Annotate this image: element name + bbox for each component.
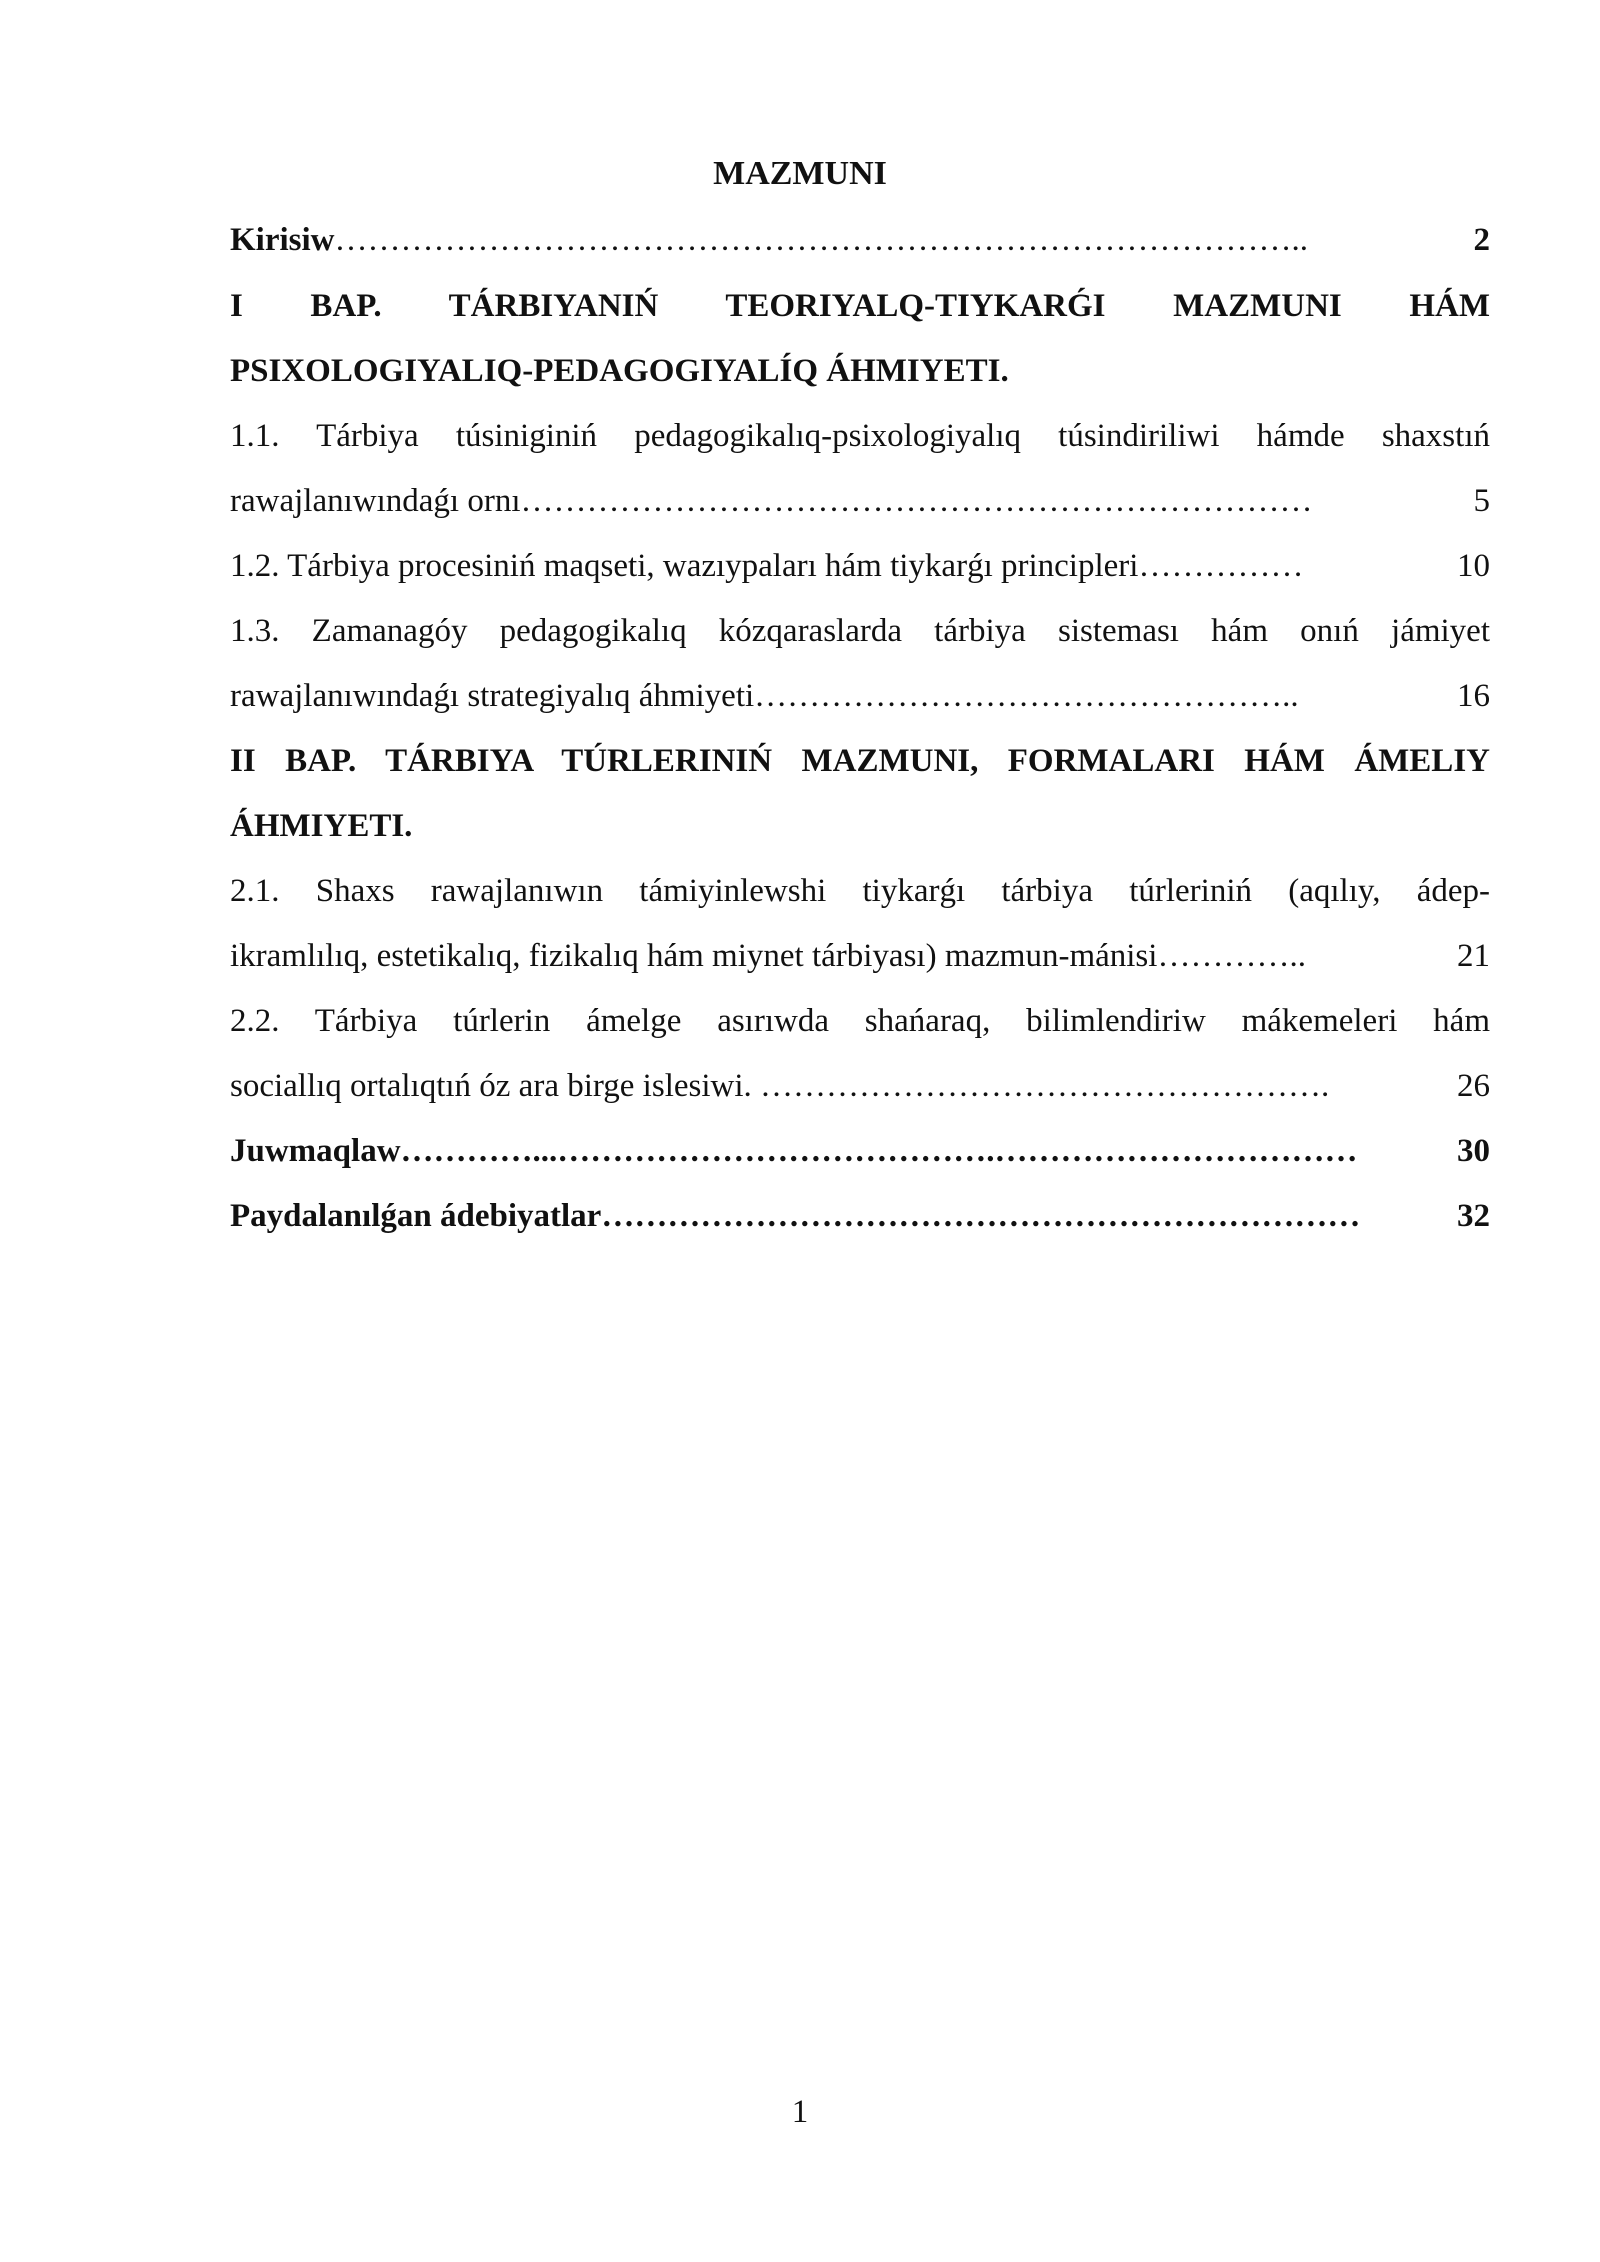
page-number-footer: 1	[791, 2094, 809, 2130]
toc-entry-text: ikramlılıq, estetikalıq, fizikalıq hám miynet tárbiyası) mazmun-mánisi	[230, 938, 1158, 974]
toc-leader-dots: …………...………………………………….……………………………	[400, 1133, 1358, 1169]
toc-entry-text: sociallıq ortalıqtıń óz ara birge islesiwi.	[230, 1068, 761, 1104]
toc-leader-dots: …………………………………………….	[760, 1068, 1330, 1104]
toc-section-1-3-line-2[interactable]	[230, 674, 1490, 718]
toc-entry-juwmaqlaw[interactable]	[230, 1129, 1490, 1173]
toc-section-1-1-line-1[interactable]: 1.1. Tárbiya túsiniginiń pedagogikalıq-psixologiyalıq túsindiriliwi hámde shaxstıń	[230, 418, 1490, 454]
page-title: MAZMUNI	[713, 155, 887, 192]
toc-entry-kirisiw[interactable]	[230, 218, 1490, 262]
toc-leader-dots: ……………	[1138, 548, 1304, 584]
toc-entry-text: Paydalanılǵan ádebiyatlar	[230, 1198, 602, 1234]
toc-chapter-1-line-1[interactable]: I BAP. TÁRBIYANIŃ TEORIYALQ-TIYKARǴI MAZMUNI HÁM	[230, 288, 1490, 324]
toc-entry-text: rawajlanıwındaǵı ornı	[230, 483, 521, 519]
toc-chapter-2-line-1[interactable]: II BAP. TÁRBIYA TÚRLERINIŃ MAZMUNI, FORMALARI HÁM ÁMELIY	[230, 743, 1490, 779]
toc-entry-text: Juwmaqlaw	[230, 1133, 401, 1169]
toc-section-1-2[interactable]	[230, 544, 1490, 588]
toc-page-number: 30	[1457, 1133, 1490, 1169]
toc-chapter-2-line-2[interactable]: ÁHMIYETI.	[230, 808, 413, 844]
toc-leader-dots: …………………………………………..	[754, 678, 1299, 714]
toc-page-number: 5	[1473, 483, 1490, 519]
toc-entry-paydalanilgan-adebiyatlar[interactable]	[230, 1194, 1490, 1238]
toc-entry-text: rawajlanıwındaǵı strategiyalıq áhmiyeti	[230, 678, 755, 714]
toc-leader-dots: ……………………………………………………………	[601, 1198, 1361, 1234]
toc-page-number: 21	[1457, 938, 1490, 974]
toc-section-2-1-line-2[interactable]	[230, 934, 1490, 978]
toc-chapter-1-line-2[interactable]: PSIXOLOGIYALIQ-PEDAGOGIYALÍQ ÁHMIYETI.	[230, 353, 1009, 389]
toc-page-number: 10	[1457, 548, 1490, 584]
toc-section-2-2-line-1[interactable]: 2.2. Tárbiya túrlerin ámelge asırıwda shańaraq, bilimlendiriw mákemeleri hám	[230, 1003, 1490, 1039]
toc-section-1-1-line-2[interactable]	[230, 479, 1490, 523]
toc-leader-dots: …………..	[1157, 938, 1306, 974]
toc-section-1-3-line-1[interactable]: 1.3. Zamanagóy pedagogikalıq kózqaraslarda tárbiya sisteması hám onıń jámiyet	[230, 613, 1490, 649]
toc-page-number: 2	[1473, 222, 1490, 258]
toc-page-number: 32	[1457, 1198, 1490, 1234]
toc-entry-text: Kirisiw	[230, 222, 335, 258]
toc-entry-text: 1.2. Tárbiya procesiniń maqseti, wazıypaları hám tiykarǵı principleri	[230, 548, 1139, 584]
toc-leader-dots: ………………………………………………………………	[520, 483, 1313, 519]
toc-page-number: 26	[1457, 1068, 1490, 1104]
toc-leader-dots: ……………………………………………………………………………..	[334, 222, 1308, 258]
toc-section-2-1-line-1[interactable]: 2.1. Shaxs rawajlanıwın támiyinlewshi tiykarǵı tárbiya túrleriniń (aqılıy, ádep-	[230, 873, 1490, 909]
toc-section-2-2-line-2[interactable]	[230, 1064, 1490, 1108]
toc-page-number: 16	[1457, 678, 1490, 714]
